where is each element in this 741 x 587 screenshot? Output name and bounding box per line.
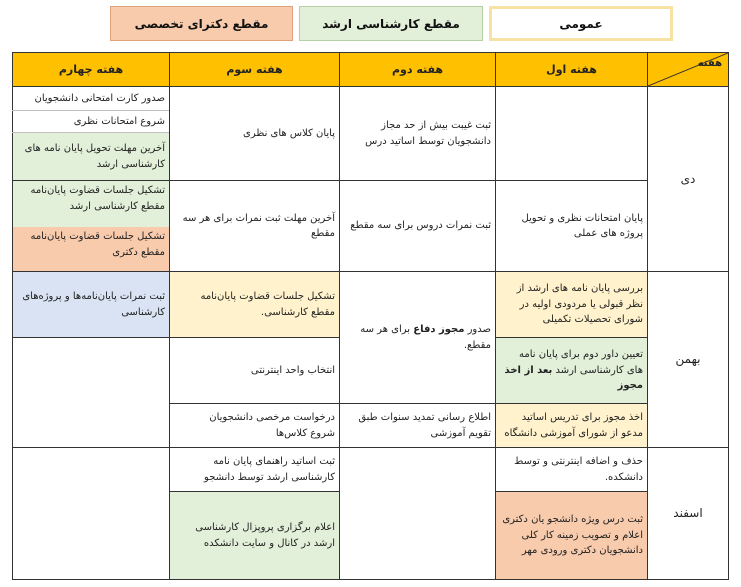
bahman-week3-text-c1: درخواست مرخصی دانشجویان [209,412,335,423]
esfand-week4-cell-empty [13,448,170,580]
dey-week3-cell-b: آخرین مهلت ثبت نمرات برای هر سه مقطع [170,181,340,272]
bahman-week1-text-pre: تعیین داور دوم برای پایان نامه های کارشناسی ارشد [519,349,643,376]
dey-week3-cell: پایان کلاس های نظری [170,87,340,181]
bahman-week4-cell-empty [13,338,170,448]
esfand-week1-cell-a: حذف و اضافه اینترنتی و توسط دانشکده. [496,448,648,492]
bahman-week2-text-pre: صدور [464,324,491,335]
table-row [13,87,729,111]
dey-week4-cell-d [13,181,170,272]
esfand-week1-cell-b [496,492,648,580]
week1-header: هفته اول [496,53,648,87]
table-row [13,181,729,272]
legend-phd [110,6,293,41]
dey-week4-item-e: تشکیل جلسات قضاوت پایان‌نامه مقطع دکتری [13,227,169,271]
table-row [13,448,729,492]
bahman-week3-cell-a: تشکیل جلسات قضاوت پایان‌نامه مقطع کارشناسی. [170,272,340,338]
legend-masters-label: مقطع کارشناسی ارشد [322,16,460,31]
bahman-week3-cell-b: انتخاب واحد اینترنتی [170,338,340,404]
bahman-week1-cell-b [496,338,648,404]
dey-week2-cell: ثبت غیبت بیش از حد مجاز دانشجویان توسط اساتید درس [340,87,496,181]
esfand-week2-cell-empty [340,448,496,580]
bahman-week1-text-bold: بعد از اخذ مجوز [504,364,643,392]
dey-week4-item-c: آخرین مهلت تحویل پایان نامه های کارشناسی ارشد [13,133,170,181]
bahman-week3-cell-c [170,404,340,448]
dey-week1-cell-empty [496,87,648,181]
week4-header: هفته چهارم [13,53,170,87]
corner-header-label: هفته [697,58,722,69]
month-cell-bahman: بهمن [648,272,729,448]
esfand-week3-cell-a: ثبت اساتید راهنمای پایان نامه کارشناسی ارشد توسط دانشجو [170,448,340,492]
bahman-week4-cell-a: ثبت نمرات پایان‌نامه‌ها و پروژه‌های کارشناسی [13,272,170,338]
bahman-week1-cell-c: اخذ مجوز برای تدریس اساتید مدعو از شورای آموزشی دانشگاه [496,404,648,448]
month-cell-esfand: اسفند [648,448,729,580]
dey-week4-item-b: شروع امتحانات نظری [13,111,170,133]
table-row [13,272,729,338]
header-row [13,53,729,87]
dey-week1-cell-b: پایان امتحانات نظری و تحویل پروژه های عملی [496,181,648,272]
legend-general [489,6,673,41]
bahman-week2-text-bold: مجوز دفاع [413,324,465,335]
month-cell-dey: دی [648,87,729,272]
corner-header-cell [648,53,729,87]
legend-phd-label: مقطع دکترای تخصصی [134,16,269,31]
esfand-week3-cell-b: اعلام برگزاری پروپزال کارشناسی ارشد در کانال و سایت دانشکده [170,492,340,580]
bahman-week2-cell-c: اطلاع رسانی تمدید سنوات طبق تقویم آموزشی [340,404,496,448]
bahman-week2-text-post: برای هر سه مقطع. [360,324,491,351]
esfand-week1-text-b2: اعلام و تصویب زمینه کار کلی دانشجویان دکتری ورودی مهر [521,529,643,557]
week3-header: هفته سوم [170,53,340,87]
week2-header: هفته دوم [340,53,496,87]
bahman-week1-cell-a: بررسی پایان نامه های ارشد از نظر قبولی یا مردودی اولیه در شورای تحصیلات تکمیلی [496,272,648,338]
bahman-week3-text-c2: شروع کلاس‌ها [275,427,335,439]
legend-general-label: عمومی [559,16,603,31]
schedule-table [12,52,729,580]
esfand-week1-text-b1: ثبت درس ویژه دانشجو یان دکتری [502,514,643,526]
dey-week2-cell-b: ثبت نمرات دروس برای سه مقطع [340,181,496,272]
dey-week4-item-a: صدور کارت امتحانی دانشجویان [13,87,170,111]
bahman-week2-cell-a [340,272,496,404]
dey-week4-item-d: تشکیل جلسات قضاوت پایان‌نامه مقطع کارشناسی ارشد [13,181,169,227]
legend-masters [299,6,483,41]
